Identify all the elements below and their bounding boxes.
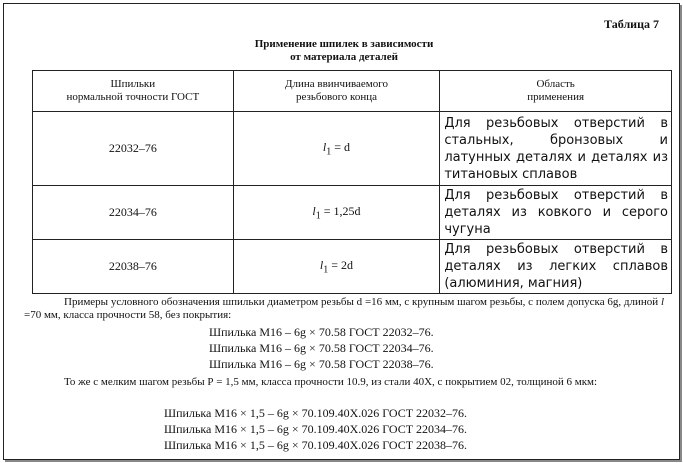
table-title [174, 38, 514, 64]
length-cell [233, 112, 440, 186]
header-row [33, 71, 672, 112]
example-line: Шпилька М16 × 1,5 – 6g × 70.109.40Х.026 ГОСТ 22038–76. [164, 438, 468, 452]
length-subscript: 1 [315, 210, 321, 222]
length-symbol: l [312, 203, 316, 218]
document-frame [3, 3, 680, 460]
length-cell [233, 186, 440, 240]
note1-length-symbol: l [660, 296, 664, 308]
length-symbol: l [319, 257, 324, 272]
gost-cell: 22034–76 [33, 186, 234, 240]
example-line: Шпилька М16 – 6g × 70.58 ГОСТ 22038–76. [209, 357, 434, 371]
example-note-1 [24, 296, 664, 322]
note1-part-b: =70 мм, класса прочности 58, без покрытия: [24, 309, 232, 321]
header-gost-line1: Шпильки [110, 78, 156, 90]
length-subscript: 1 [323, 264, 329, 276]
table-row [33, 240, 672, 294]
example-line: Шпилька М16 – 6g × 70.58 ГОСТ 22032–76. [209, 325, 434, 339]
note1-part-a: Примеры условного обозначения шпильки диаметром резьбы d =16 мм, с крупным шагом резьбы, с полем допуска 6g, длиной [64, 296, 661, 308]
table-label: Таблица 7 [604, 17, 659, 31]
application-cell: Для резьбовых отверстий в деталях из легких сплавов (алюминия, магния) [440, 240, 672, 294]
header-application-line1: Область [536, 78, 575, 90]
example-note-2: То же с мелким шагом резьбы Р = 1,5 мм, класса прочности 10.9, из стали 40Х, с покрытием 02, толщиной 6 мкм: [64, 376, 598, 388]
length-cell [233, 240, 440, 294]
header-gost [33, 71, 234, 112]
header-gost-line2: нормальной точности ГОСТ [66, 91, 200, 103]
header-length-line1: Длина ввинчиваемого [284, 78, 388, 90]
table-title-line1: Применение шпилек в зависимости [254, 38, 434, 50]
length-value: = 2d [328, 257, 354, 272]
gost-cell: 22032–76 [33, 112, 234, 186]
length-value: = 1,25d [320, 203, 361, 218]
studs-table [32, 70, 672, 294]
gost-cell: 22038–76 [33, 240, 234, 294]
table-row [33, 112, 672, 186]
header-length [233, 71, 440, 112]
length-subscript: 1 [326, 146, 332, 158]
example-line: Шпилька М16 – 6g × 70.58 ГОСТ 22034–76. [209, 341, 434, 355]
header-application [440, 71, 672, 112]
table-title-line2: от материала деталей [290, 51, 398, 63]
length-value: = d [331, 139, 351, 154]
example-line: Шпилька М16 × 1,5 – 6g × 70.109.40Х.026 ГОСТ 22032–76. [164, 406, 468, 420]
header-application-line2: применения [527, 91, 585, 103]
example-line: Шпилька М16 × 1,5 – 6g × 70.109.40Х.026 ГОСТ 22034–76. [164, 422, 468, 436]
header-length-line2: резьбового конца [295, 91, 377, 103]
length-symbol: l [322, 139, 327, 154]
application-cell: Для резьбовых отверстий в стальных, бронзовых и латунных деталях и деталях из титановых сплавов [440, 112, 672, 186]
application-cell: Для резьбовых отверстий в деталях из ковкого и серого чугуна [440, 186, 672, 240]
table-row [33, 186, 672, 240]
